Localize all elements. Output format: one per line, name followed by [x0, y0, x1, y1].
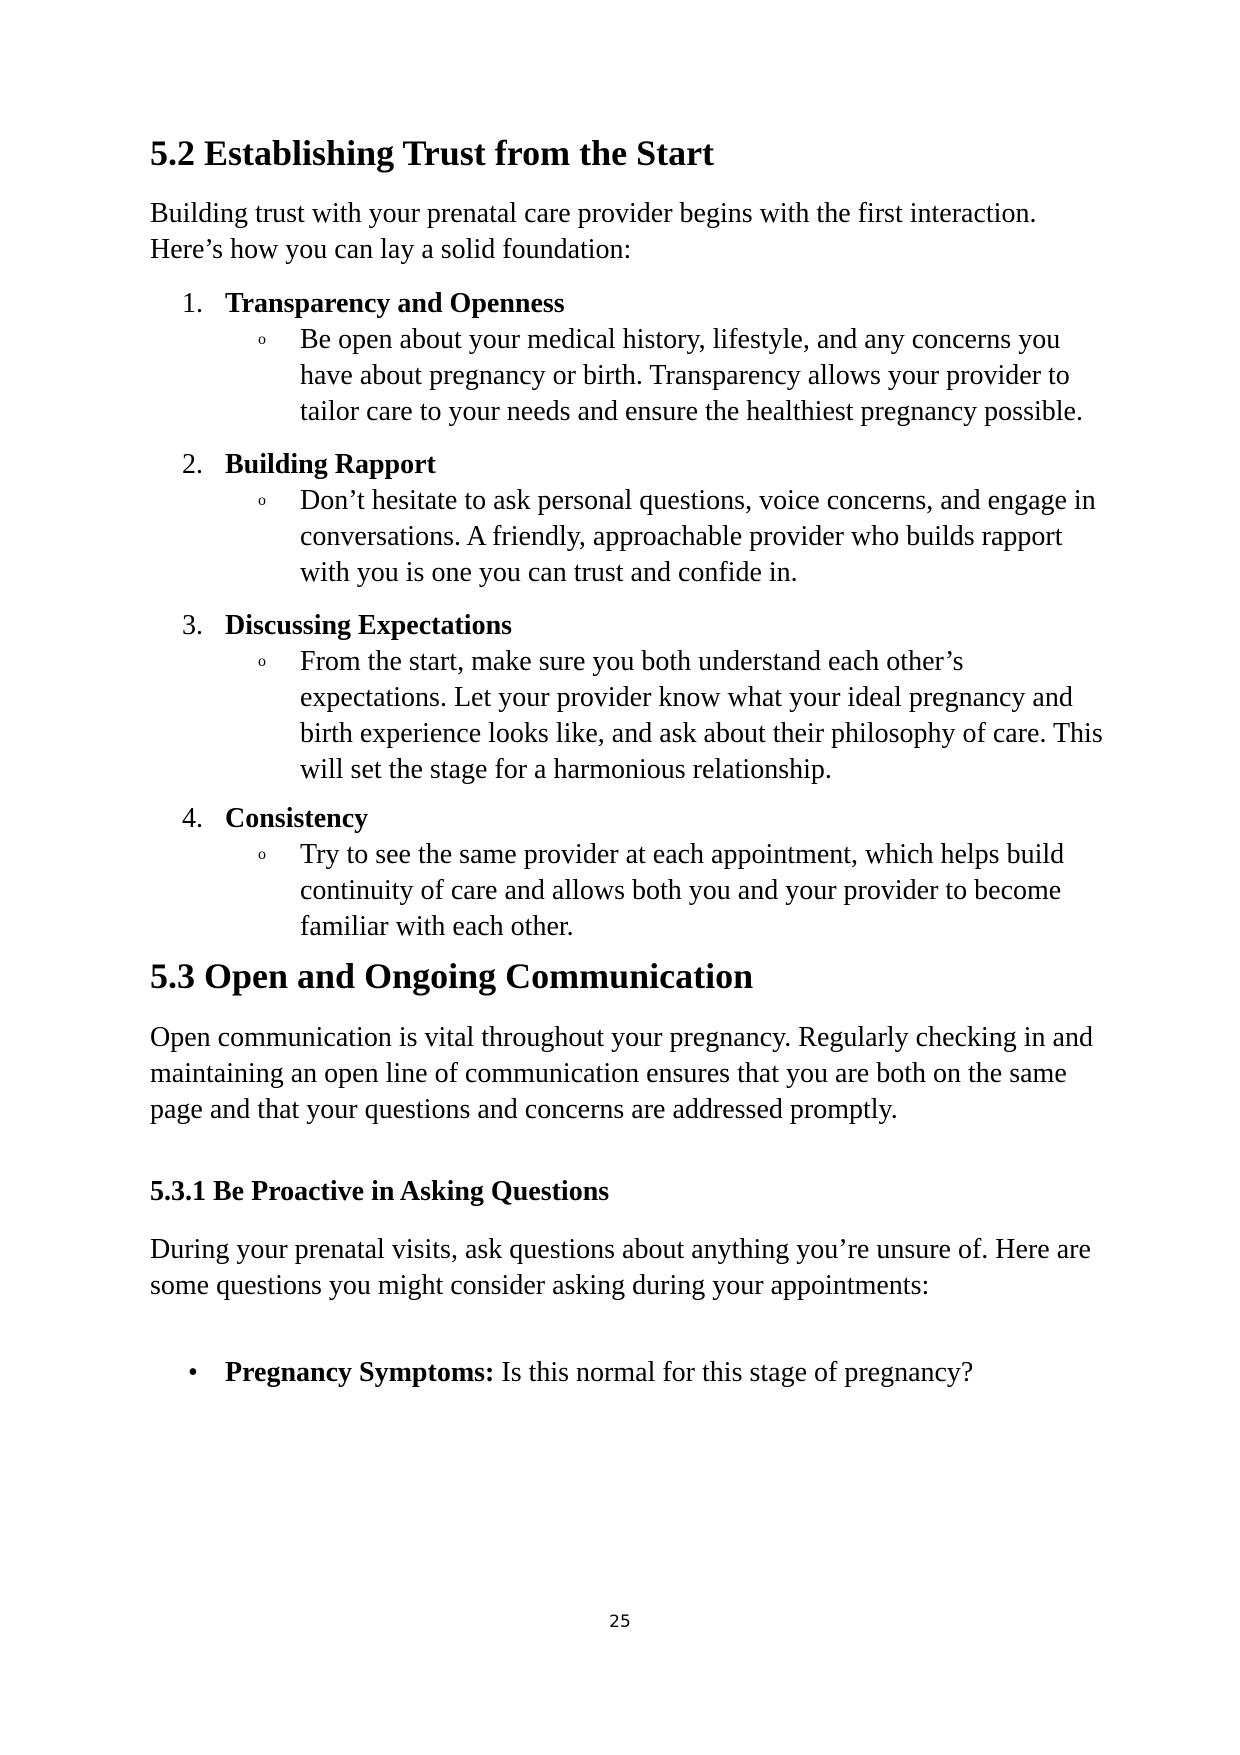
bullet-body: Is this normal for this stage of pregnancy? — [494, 1357, 974, 1388]
item-title: Discussing Expectations — [225, 610, 513, 641]
item-number: 1. — [182, 288, 203, 319]
item-text: From the start, make sure you both understand each other’s expectations. Let your provider know what your ideal pregnancy and birth experience looks like, and ask about their philosophy of care. This will set the stage for a harmonious relationship. — [300, 646, 1103, 785]
item-description — [258, 483, 1110, 591]
page-number: 25 — [609, 1612, 631, 1632]
section-5-2-intro: Building trust with your prenatal care provider begins with the first interaction. Here’s how you can lay a solid foundation: — [150, 198, 1037, 265]
section-5-3-1-intro: During your prenatal visits, ask questions about anything you’re unsure of. Here are some questions you might consider asking during your appointments: — [150, 1234, 1091, 1301]
item-number: 3. — [182, 610, 203, 641]
item-title: Consistency — [225, 803, 369, 834]
item-description — [258, 322, 1110, 430]
section-heading-5-3: 5.3 Open and Ongoing Communication — [150, 956, 754, 996]
bullet-dot-icon: • — [188, 1357, 198, 1388]
item-title: Building Rapport — [225, 449, 436, 480]
circle-bullet-icon: o — [258, 331, 266, 348]
item-text: Don’t hesitate to ask personal questions, voice concerns, and engage in conversations. A friendly, approachable provider who builds rapport with you is one you can trust and confide in. — [300, 485, 1096, 588]
item-text: Be open about your medical history, lifestyle, and any concerns you have about pregnancy or birth. Transparency allows your provider to tailor care to your needs and ensure the healthiest pregnancy possible. — [300, 324, 1083, 427]
item-title: Transparency and Openness — [225, 288, 565, 319]
circle-bullet-icon: o — [258, 846, 266, 863]
item-text: Try to see the same provider at each appointment, which helps build continuity of care and allows both you and your provider to become familiar with each other. — [300, 839, 1065, 942]
circle-bullet-icon: o — [258, 492, 266, 509]
item-number: 2. — [182, 449, 203, 480]
section-heading-5-3-1: 5.3.1 Be Proactive in Asking Questions — [150, 1176, 610, 1207]
item-description — [258, 644, 1110, 788]
bullet-text — [225, 1355, 973, 1391]
section-5-3-intro: Open communication is vital throughout your pregnancy. Regularly checking in and maintaining an open line of communication ensures that you are both on the same page and that your questions and concerns are addressed promptly. — [150, 1022, 1093, 1125]
item-description — [258, 837, 1110, 945]
item-number: 4. — [182, 803, 203, 834]
circle-bullet-icon: o — [258, 653, 266, 670]
bullet-label: Pregnancy Symptoms: — [225, 1357, 495, 1388]
section-heading-5-2: 5.2 Establishing Trust from the Start — [150, 133, 715, 173]
